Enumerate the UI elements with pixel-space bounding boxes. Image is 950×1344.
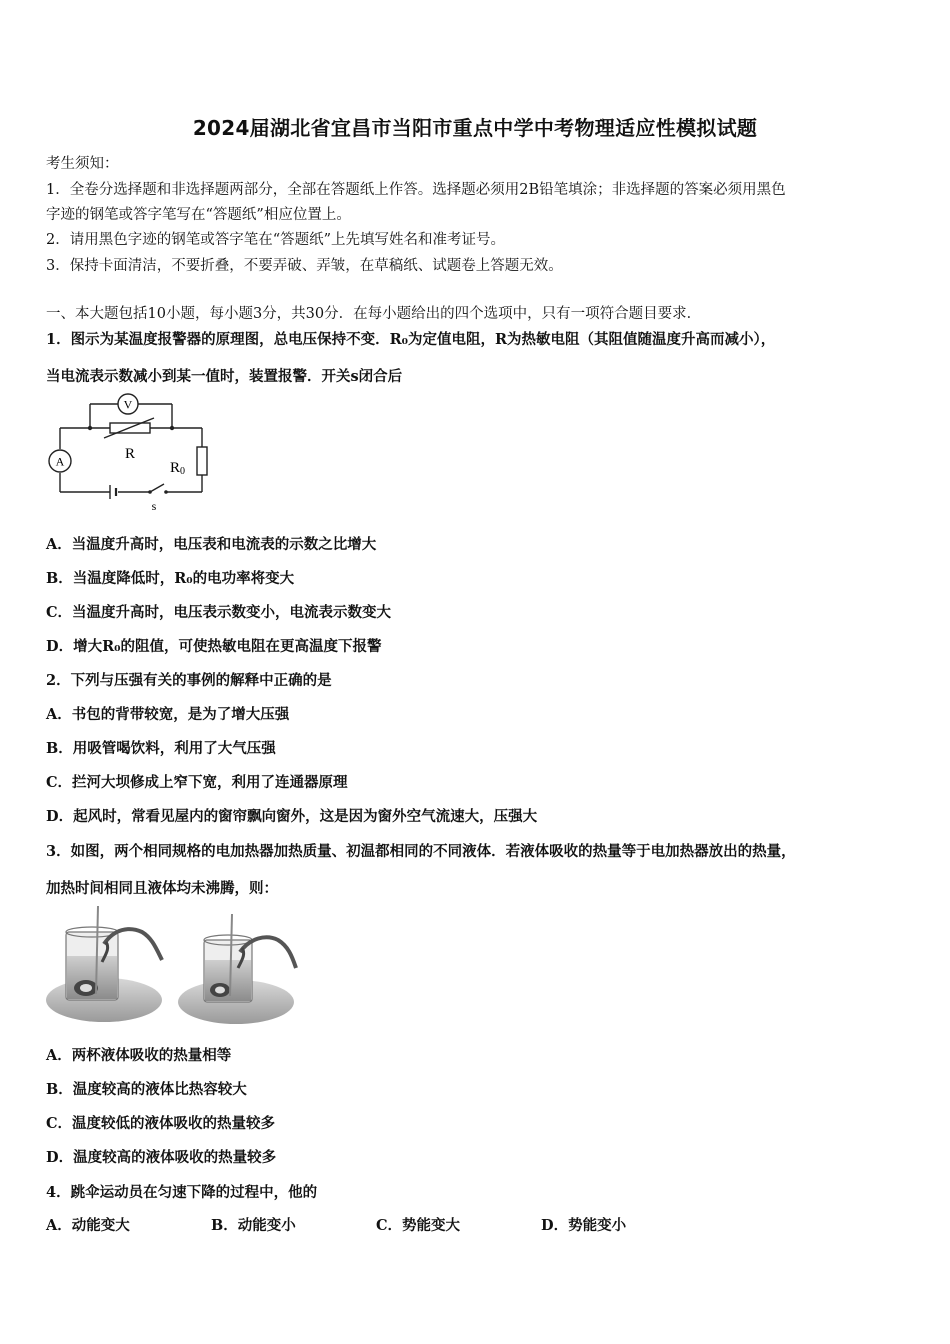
q1-option-c: C．当温度升高时，电压表示数变小，电流表示数变大	[46, 604, 392, 621]
q3-option-d: D．温度较高的液体吸收的热量较多	[46, 1149, 277, 1166]
q3-stem-line1: 3．如图，两个相同规格的电加热器加热质量、初温都相同的不同液体．若液体吸收的热量等于电加热器放出的热量，	[46, 843, 796, 860]
q1-option-d: D．增大R₀的阻值，可使热敏电阻在更高温度下报警	[46, 638, 382, 655]
notice-heading: 考生须知：	[46, 156, 119, 172]
switch-label: s	[151, 499, 157, 513]
q3-stem-line2: 加热时间相同且液体均未沸腾，则：	[46, 880, 278, 897]
q4-option-c: C．势能变大	[376, 1217, 461, 1234]
notice-item: 2．请用黑色字迹的钢笔或答字笔在“答题纸”上先填写姓名和准考证号。	[46, 232, 506, 248]
notice-item: 1．全卷分选择题和非选择题两部分，全部在答题纸上作答。选择题必须用2B铅笔填涂；非选择题的答案必须用黑色	[46, 182, 786, 198]
q1-stem-line2: 当电流表示数减小到某一值时，装置报警．开关s闭合后	[46, 368, 403, 385]
right-beaker	[178, 914, 296, 1024]
q2-stem: 2．下列与压强有关的事例的解释中正确的是	[46, 672, 332, 689]
q2-option-c: C．拦河大坝修成上窄下宽，利用了连通器原理	[46, 774, 348, 791]
q2-option-a: A．书包的背带较宽，是为了增大压强	[46, 706, 290, 723]
q3-beaker-photo	[44, 904, 314, 1030]
q4-options	[46, 1214, 626, 1235]
page-title: 2024届湖北省宜昌市当阳市重点中学中考物理适应性模拟试题	[192, 116, 758, 140]
q1-stem-line1: 1．图示为某温度报警器的原理图，总电压保持不变．R₀为定值电阻，R为热敏电阻（其阻值随温度升高而减小），	[46, 331, 776, 348]
r0-label: R0	[170, 460, 186, 477]
left-beaker	[46, 906, 162, 1022]
q1-option-a: A．当温度升高时，电压表和电流表的示数之比增大	[46, 536, 377, 553]
voltmeter-label: V	[123, 397, 133, 412]
q4-stem: 4．跳伞运动员在匀速下降的过程中，他的	[46, 1184, 318, 1201]
q1-option-b: B．当温度降低时，R₀的电功率将变大	[46, 570, 295, 587]
q4-option-a: A．动能变大	[46, 1217, 130, 1234]
q1-circuit-diagram	[44, 392, 224, 514]
section-heading: 一、本大题包括10小题，每小题3分，共30分．在每小题给出的四个选项中，只有一项符合题目要求．	[46, 306, 702, 322]
notice-item: 字迹的钢笔或答字笔写在“答题纸”相应位置上。	[46, 207, 351, 223]
q4-option-d: D．势能变小	[541, 1217, 627, 1234]
q3-option-b: B．温度较高的液体比热容较大	[46, 1081, 247, 1098]
q3-option-c: C．温度较低的液体吸收的热量较多	[46, 1115, 276, 1132]
notice-item: 3．保持卡面清洁，不要折叠，不要弄破、弄皱，在草稿纸、试题卷上答题无效。	[46, 258, 563, 274]
q2-option-d: D．起风时，常看见屋内的窗帘飘向窗外，这是因为窗外空气流速大，压强大	[46, 808, 538, 825]
q4-option-b: B．动能变小	[211, 1217, 296, 1234]
ammeter-label: A	[55, 454, 65, 469]
q3-option-a: A．两杯液体吸收的热量相等	[46, 1047, 232, 1064]
q2-option-b: B．用吸管喝饮料，利用了大气压强	[46, 740, 276, 757]
thermistor-label: R	[124, 446, 136, 462]
